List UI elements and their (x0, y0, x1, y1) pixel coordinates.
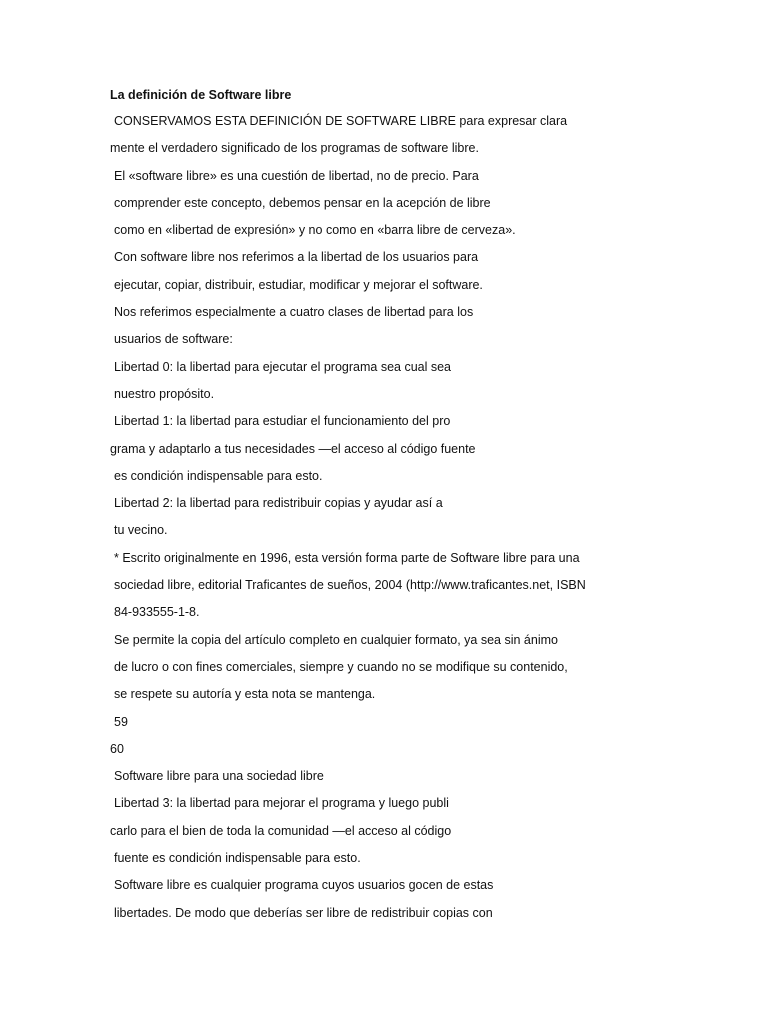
text-line: Nos referimos especialmente a cuatro clases de libertad para los (114, 305, 474, 320)
footnote-line: * Escrito originalmente en 1996, esta versión forma parte de Software libre para una (114, 550, 580, 565)
text-line: El «software libre» es una cuestión de libertad, no de precio. Para (114, 168, 479, 183)
text-line: usuarios de software: (114, 332, 233, 347)
text-line: carlo para el bien de toda la comunidad —el acceso al código (110, 823, 452, 838)
text-line: Libertad 2: la libertad para redistribuir copias y ayudar así a (114, 496, 443, 511)
document-body (110, 84, 730, 927)
text-line: Software libre es cualquier programa cuyos usuarios gocen de estas (114, 878, 494, 893)
footnote-line: Se permite la copia del artículo completo en cualquier formato, ya sea sin ánimo (114, 632, 558, 647)
text-line: CONSERVAMOS ESTA DEFINICIÓN DE SOFTWARE LIBRE para expresar clara (114, 114, 568, 128)
text-line: ejecutar, copiar, distribuir, estudiar, modificar y mejorar el software. (114, 277, 483, 292)
text-line: Con software libre nos referimos a la libertad de los usuarios para (114, 250, 479, 265)
text-line: fuente es condición indispensable para esto. (114, 851, 361, 866)
text-line: mente el verdadero significado de los programas de software libre. (110, 141, 479, 156)
text-line: grama y adaptarlo a tus necesidades —el acceso al código fuente (110, 441, 476, 456)
text-line: libertades. De modo que deberías ser libre de redistribuir copias con (114, 905, 493, 920)
footnote-line: de lucro o con fines comerciales, siempre y cuando no se modifique su contenido, (114, 659, 568, 674)
running-header: Software libre para una sociedad libre (114, 769, 324, 784)
document-title: La definición de Software libre (110, 88, 292, 102)
text-line: nuestro propósito. (114, 386, 215, 401)
text-line: Libertad 3: la libertad para mejorar el programa y luego publi (114, 796, 449, 811)
footnote-line: sociedad libre, editorial Traficantes de sueños, 2004 (http://www.traficantes.net, ISBN (114, 578, 586, 593)
page-number: 59 (114, 714, 128, 729)
text-line: como en «libertad de expresión» y no como en «barra libre de cerveza». (114, 223, 516, 238)
text-line: es condición indispensable para esto. (114, 468, 323, 483)
footnote-line: 84-933555-1-8. (114, 605, 200, 620)
text-line: tu vecino. (114, 523, 168, 538)
text-line: Libertad 0: la libertad para ejecutar el programa sea cual sea (114, 359, 452, 374)
footnote-line: se respete su autoría y esta nota se mantenga. (114, 687, 376, 702)
text-line: comprender este concepto, debemos pensar en la acepción de libre (114, 195, 491, 210)
page-number: 60 (110, 741, 124, 756)
text-line: Libertad 1: la libertad para estudiar el funcionamiento del pro (114, 414, 451, 429)
